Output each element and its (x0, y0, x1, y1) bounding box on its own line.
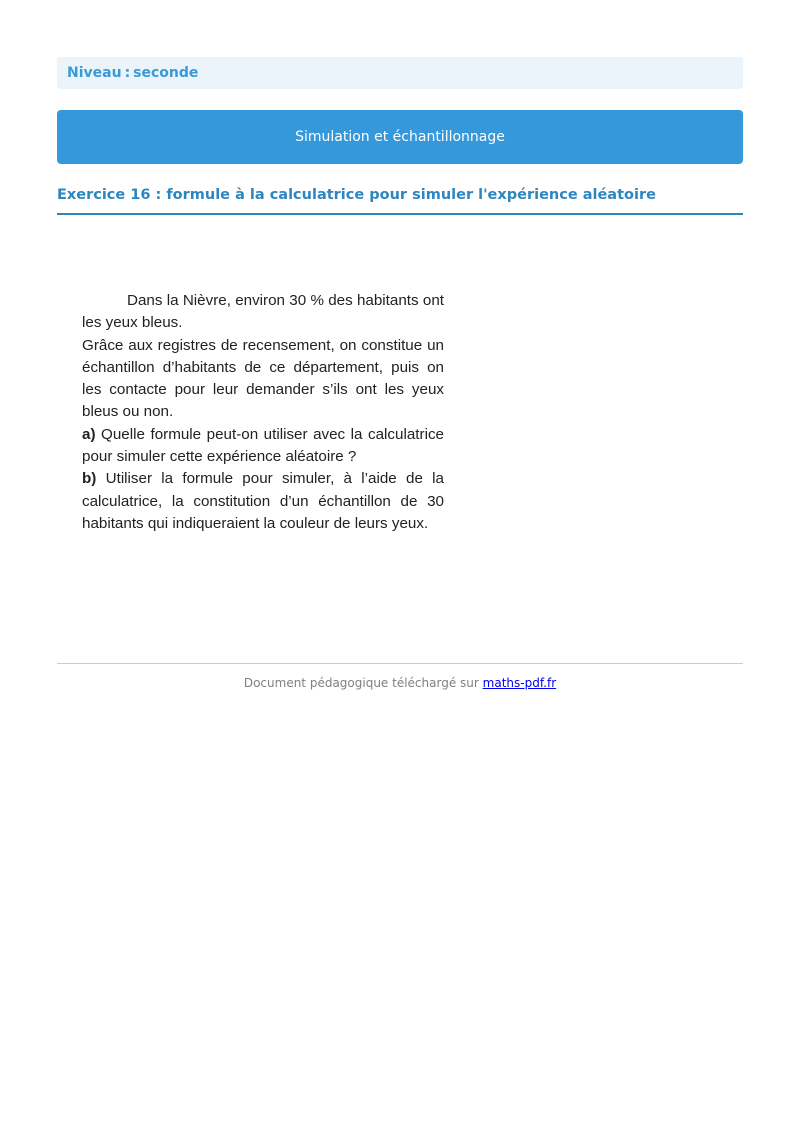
footer-link[interactable]: maths-pdf.fr (482, 676, 557, 690)
exercise-statement (82, 290, 444, 535)
exercise-intro-1: Dans la Nièvre, environ 30 % des habitants ont les yeux bleus. (82, 292, 444, 332)
exercise-intro-2: Grâce aux registres de recensement, on constitue un échantillon d’habitants de ce département, puis on les contacte pour leur demander s’ils ont les yeux bleus ou non. (82, 336, 444, 421)
level-separator: : (124, 65, 131, 81)
question-b (82, 468, 444, 535)
question-b-text: Utiliser la formule pour simuler, à l’aide de la calculatrice, la constitution d’un échantillon de 30 habitants qui indiqueraient la couleur de leurs yeux. (82, 470, 444, 532)
question-b-label: b) (82, 470, 97, 488)
question-a-label: a) (82, 425, 96, 443)
level-value: seconde (133, 65, 199, 81)
question-a-text: Quelle formule peut-on utiliser avec la calculatrice pour simuler cette expérience aléatoire ? (82, 425, 444, 466)
level-label: Niveau (67, 65, 122, 81)
question-a (82, 424, 444, 469)
chapter-title-banner (57, 110, 743, 164)
chapter-title: Simulation et échantillonnage (295, 129, 505, 145)
level-bar (57, 57, 743, 89)
exercise-heading: Exercice 16 : formule à la calculatrice pour simuler l'expérience aléatoire (57, 185, 743, 215)
footer (57, 676, 743, 690)
footer-text: Document pédagogique téléchargé sur (243, 676, 479, 690)
footer-divider (57, 663, 743, 664)
